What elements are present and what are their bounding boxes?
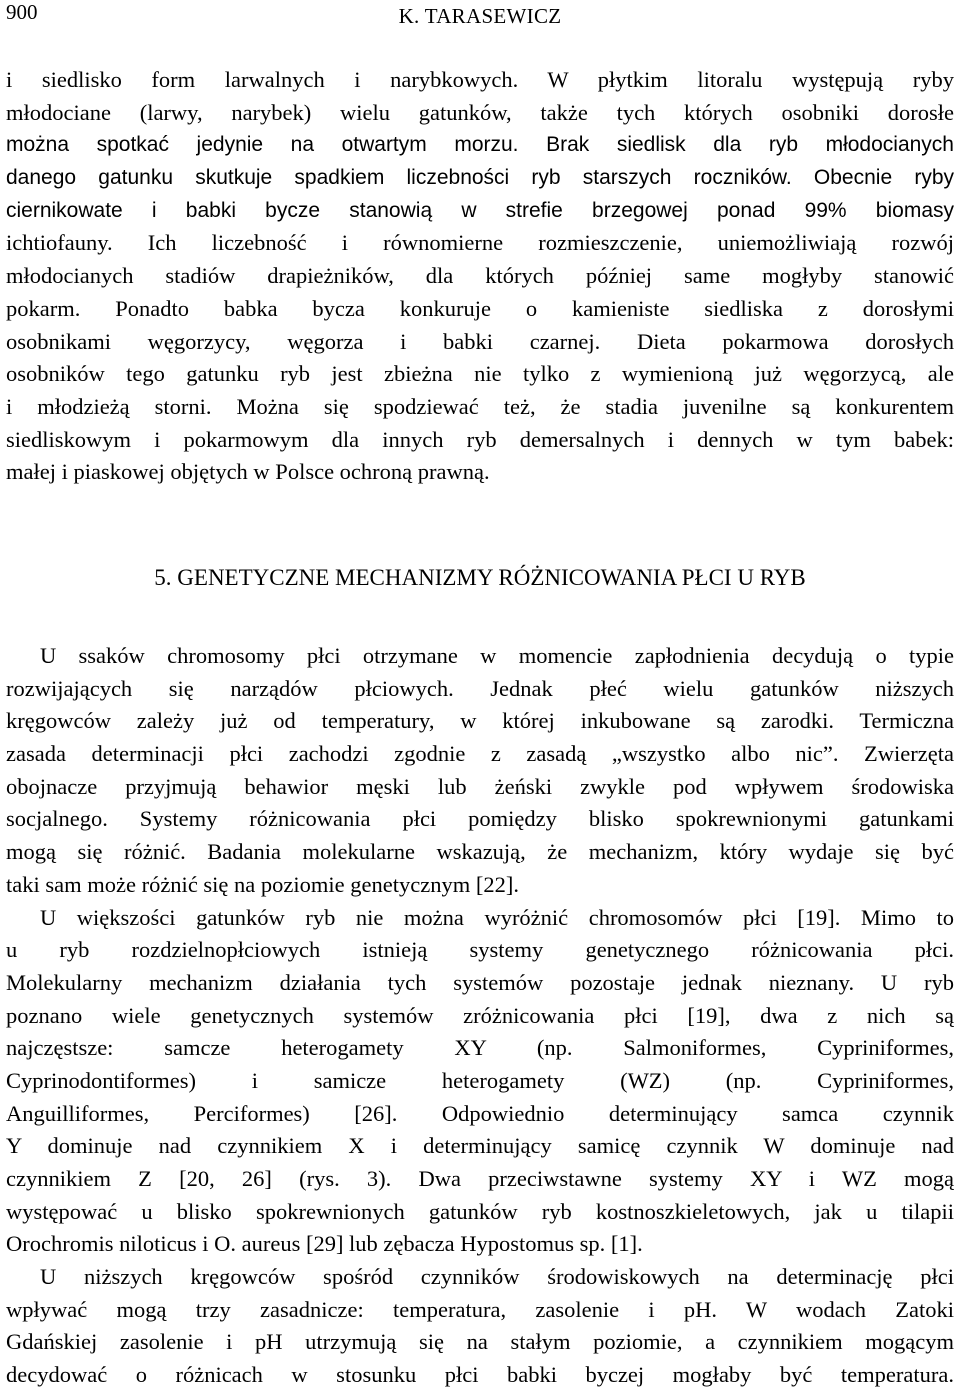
- text-line: socjalnego. Systemy różnicowania płci pomiędzy blisko spokrewnionymi gatunkami: [6, 806, 954, 832]
- text-line: osobników tego gatunku ryb jest zbieżna nie tylko z wymienioną już węgorzycą, ale: [6, 361, 954, 387]
- text-line: obojnacze przyjmują behawior męski lub żeński zwykle pod wpływem środowiska: [6, 773, 954, 799]
- text-line: i młodzieżą storni. Można się spodziewać też, że stadia juvenilne są konkurentem: [6, 393, 954, 419]
- paragraph-block-habitat: [6, 64, 954, 489]
- text-line: Cyprinodontiformes) i samicze heterogamety (WZ) (np. Cypriniformes,: [6, 1067, 954, 1093]
- text-line: Molekularny mechanizm działania tych systemów pozostaje jednak nieznany. U ryb: [6, 969, 954, 995]
- text-line: rozwijających się narządów płciowych. Jednak płeć wielu gatunków niższych: [6, 675, 954, 701]
- text-line: małej i piaskowej objętych w Polsce ochroną prawną.: [6, 459, 490, 485]
- text-line: młodociane (larwy, narybek) wielu gatunków, także tych których osobniki dorosłe: [6, 99, 954, 125]
- text-line: U większości gatunków ryb nie można wyróżnić chromosomów płci [19]. Mimo to: [40, 904, 954, 930]
- text-line: młodocianych stadiów drapieżników, dla których później same mogłyby stanowić: [6, 263, 954, 289]
- text-line: u ryb rozdzielnopłciowych istnieją systemy genetycznego różnicowania płci.: [6, 937, 954, 963]
- text-line: danego gatunku skutkuje spadkiem liczebności ryb starszych roczników. Obecnie ryby: [6, 166, 954, 190]
- running-head: K. TARASEWICZ: [398, 4, 562, 28]
- text-line: Orochromis niloticus i O. aureus [29] lub zębacza Hypostomus sp. [1].: [6, 1231, 643, 1257]
- text-line: wpływać mogą trzy zasadnicze: temperatura, zasolenie i pH. W wodach Zatoki: [6, 1296, 954, 1322]
- text-line: ichtiofauny. Ich liczebność i równomierne rozmieszczenie, uniemożliwiają rozwój: [6, 230, 954, 256]
- paragraph-block-sex-determination: [6, 640, 954, 1392]
- page-number: 900: [6, 0, 38, 24]
- text-line: pokarm. Ponadto babka bycza konkuruje o kamieniste siedliska z dorosłymi: [6, 295, 954, 321]
- section-heading: 5. GENETYCZNE MECHANIZMY RÓŻNICOWANIA PŁCI U RYB: [154, 565, 806, 590]
- text-line: zasada determinacji płci zachodzi zgodnie z zasadą „wszystko albo nic”. Zwierzęta: [6, 741, 954, 767]
- text-line: siedliskowym i pokarmowym dla innych ryb demersalnych i dennych w tym babek:: [6, 426, 954, 452]
- text-line: najczęstsze: samcze heterogamety XY (np. Salmoniformes, Cypriniformes,: [6, 1035, 954, 1061]
- text-line: można spotkać jedynie na otwartym morzu. Brak siedlisk dla ryb młodocianych: [6, 133, 954, 157]
- text-line: występować u blisko spokrewnionych gatunków ryb kostnoszkieletowych, jak u tilapii: [6, 1198, 954, 1224]
- text-line: U niższych kręgowców spośród czynników środowiskowych na determinację płci: [40, 1264, 954, 1290]
- text-line: taki sam może różnić się na poziomie genetycznym [22].: [6, 871, 519, 897]
- text-line: Anguilliformes, Perciformes) [26]. Odpowiednio determinujący samca czynnik: [6, 1100, 954, 1126]
- text-line: mogą się różnić. Badania molekularne wskazują, że mechanizm, który wydaje się być: [6, 839, 954, 865]
- text-line: kręgowców zależy już od temperatury, w której inkubowane są zarodki. Termiczna: [6, 708, 954, 734]
- text-line: i siedlisko form larwalnych i narybkowych. W płytkim litoralu występują ryby: [6, 67, 954, 92]
- text-line: ciernikowate i babki bycze stanowią w strefie brzegowej ponad 99% biomasy: [6, 198, 954, 222]
- text-line: U ssaków chromosomy płci otrzymane w momencie zapłodnienia decydują o typie: [40, 643, 954, 668]
- text-line: Y dominuje nad czynnikiem X i determinujący samicę czynnik W dominuje nad: [6, 1133, 954, 1159]
- text-line: decydować o różnicach w stosunku płci babki byczej mogłaby być temperatura.: [6, 1362, 954, 1388]
- text-line: Gdańskiej zasolenie i pH utrzymują się na stałym poziomie, a czynnikiem mogącym: [6, 1329, 954, 1355]
- text-line: poznano wiele genetycznych systemów zróżnicowania płci [19], dwa z nich są: [6, 1002, 954, 1028]
- text-line: czynnikiem Z [20, 26] (rys. 3). Dwa przeciwstawne systemy XY i WZ mogą: [6, 1166, 954, 1191]
- text-line: osobnikami węgorzycy, węgorza i babki czarnej. Dieta pokarmowa dorosłych: [6, 328, 954, 354]
